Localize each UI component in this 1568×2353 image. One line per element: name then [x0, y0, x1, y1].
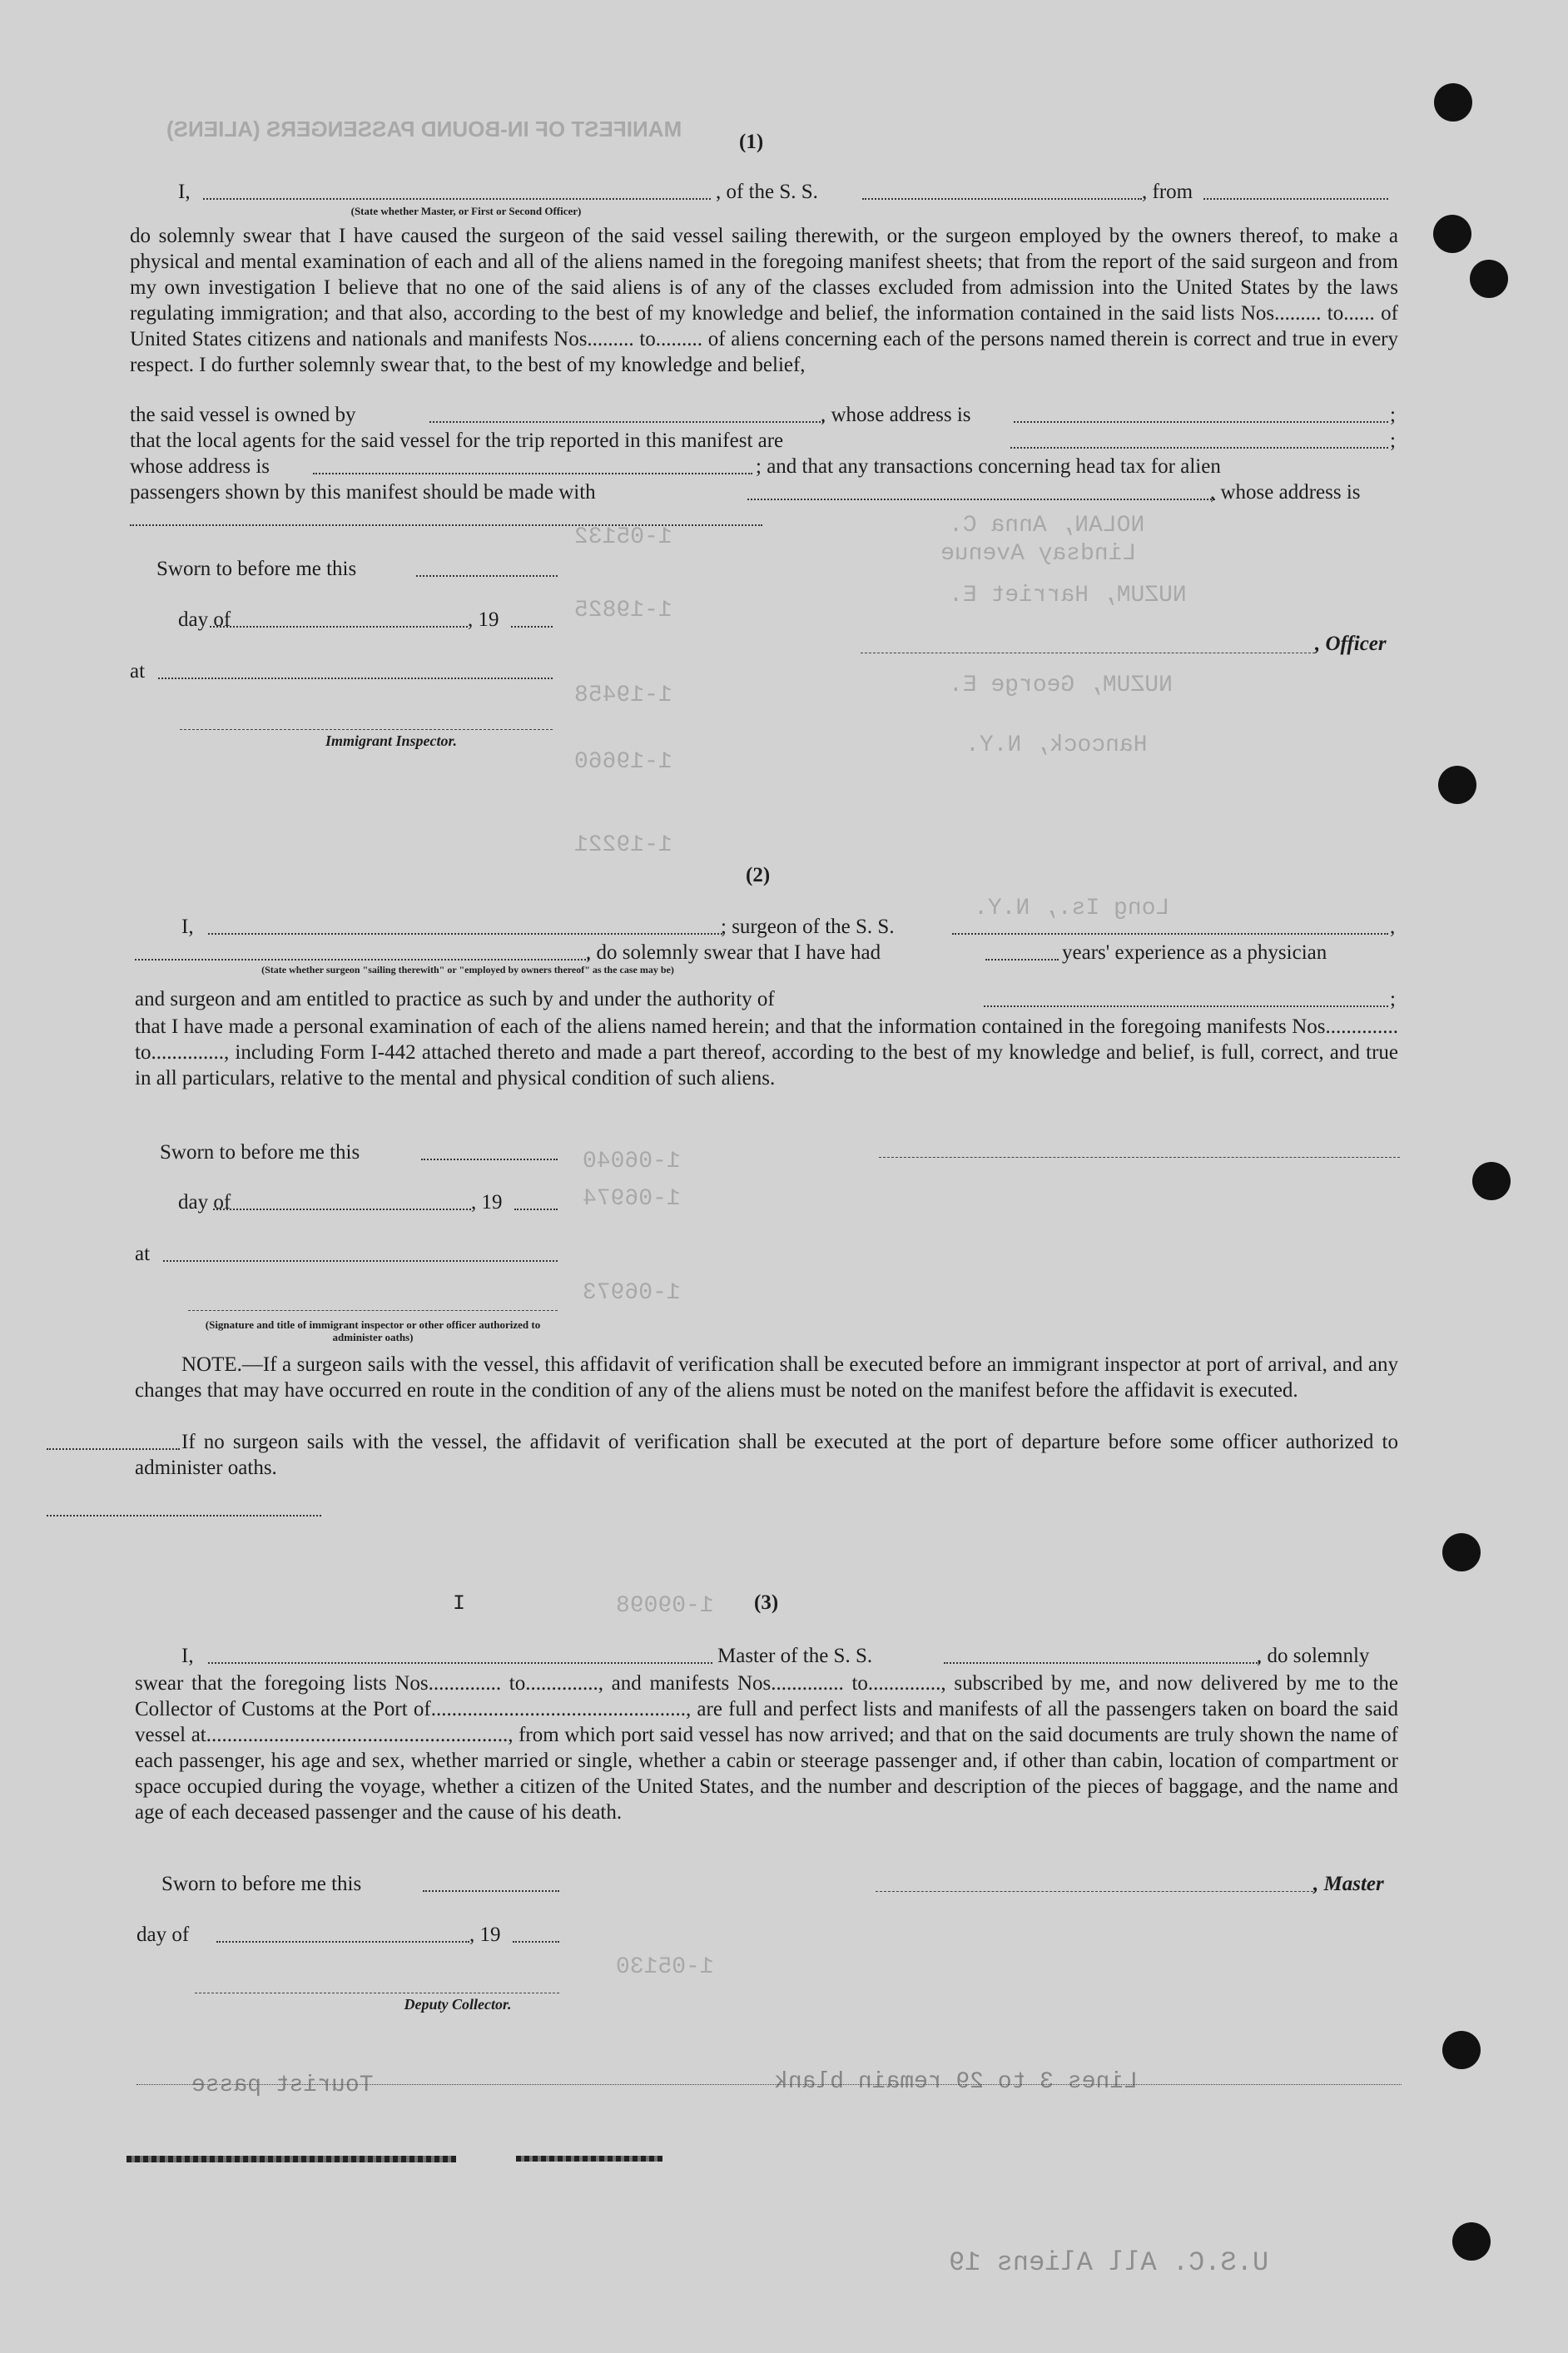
note-paragraph: [135, 1352, 1398, 1403]
bleed-text: 1-19660: [574, 749, 672, 775]
bleed-text: Tourist passe: [191, 2073, 374, 2098]
semicolon: ;: [1390, 988, 1396, 1010]
s3-master-name-field[interactable]: [208, 1662, 712, 1664]
s1-owned-by-label: the said vessel is owned by: [130, 404, 356, 426]
s1-owner-address-label: , whose address is: [821, 404, 971, 426]
s2-surgeon-of-label: ; surgeon of the S. S.: [721, 916, 895, 938]
s1-officer-name-field[interactable]: [203, 198, 711, 200]
bleed-text: 1-05130: [616, 1954, 714, 1980]
s1-i-label: I,: [178, 181, 191, 203]
bleed-text: U.S.C. All Aliens 19: [949, 2247, 1269, 2278]
s1-immigrant-inspector-caption: Immigrant Inspector.: [325, 732, 458, 749]
s3-oath-body: swear that the foregoing lists Nos.............. to.............., and manifests Nos.............. to.............., subscribed by me, and now delivered by me to the Collector of Customs at the Port of................................................., are full and perfect lists and manifests of all the passengers taken on board the said vessel at.........................................................., from which port said vessel has now arrived; and that on the said documents are truly shown the name of each passenger, his age and sex, whether married or single, whether a cabin or steerage passenger and, if other than cabin, location of compartment or space occupied during the voyage, whether a citizen of the United States, and the number and description of the pieces of baggage, and the name and age of each deceased passenger and the cause of his death.: [135, 1672, 1398, 1824]
bleed-text: 1-06040: [583, 1149, 681, 1174]
note-margin-mark: [47, 1448, 180, 1450]
semicolon: ;: [1390, 429, 1396, 452]
s3-day-field[interactable]: [216, 1941, 469, 1943]
s2-years-exp: years' experience as a physician: [1062, 941, 1327, 964]
s3-deputy-collector-caption: Deputy Collector.: [404, 1996, 512, 2013]
punch-hole: [1442, 1533, 1481, 1571]
s1-local-agents-label: that the local agents for the said vessel for the trip reported in this manifest are: [130, 429, 784, 452]
s2-status-field[interactable]: [135, 959, 589, 961]
s3-year-label: , 19: [469, 1924, 501, 1946]
s2-year-field[interactable]: [514, 1209, 558, 1210]
s2-do-solemnly: , do solemnly swear that I have had: [586, 941, 881, 964]
punch-hole: [1434, 83, 1472, 122]
s2-inspector-signature-line[interactable]: [188, 1310, 558, 1311]
s2-at-field[interactable]: [163, 1260, 558, 1262]
note-margin-mark: [47, 1515, 321, 1517]
s2-sworn-label: Sworn to before me this: [160, 1141, 360, 1164]
s1-at-label: at: [130, 660, 146, 683]
s2-surgeon-name-field[interactable]: [208, 933, 722, 935]
s2-years-field[interactable]: [985, 959, 1059, 961]
s2-authority-label: and surgeon and am entitled to practice as such by and under the authority of: [135, 988, 775, 1010]
s2-year-label: , 19: [471, 1191, 503, 1214]
s1-owner-address-field[interactable]: [1014, 421, 1388, 423]
s1-at-field[interactable]: [158, 678, 553, 679]
bleed-text: NUZUM, George E.: [949, 673, 1173, 698]
punch-hole: [1472, 1162, 1511, 1200]
s2-day-field[interactable]: [213, 1209, 471, 1210]
punch-hole: [1438, 766, 1476, 804]
bleed-text: 1-09098: [616, 1593, 714, 1619]
s2-at-label: at: [135, 1243, 151, 1265]
s1-inspector-signature-line[interactable]: [180, 729, 553, 730]
s2-signature-note: (Signature and title of immigrant inspector or other officer authorized to administer oaths): [205, 1318, 541, 1343]
bleed-text: Hancock, N.Y.: [965, 732, 1148, 758]
s1-owner-field[interactable]: [429, 421, 824, 423]
s1-sworn-field[interactable]: [416, 575, 558, 577]
punch-hole: [1433, 215, 1471, 253]
s1-passengers-label: passengers shown by this manifest should be made with: [130, 481, 596, 504]
s1-of-ss-label: , of the S. S.: [716, 181, 818, 203]
s2-sworn-field[interactable]: [421, 1159, 558, 1160]
section-number-3: (3): [754, 1591, 779, 1614]
bleed-text: 1-19458: [574, 683, 672, 708]
s2-authority-field[interactable]: [984, 1005, 1388, 1007]
s2-i-label: I,: [181, 916, 194, 938]
bleed-text: 1-19825: [574, 598, 672, 623]
s1-agent-address-label: whose address is: [130, 455, 270, 478]
s1-oath-body: do solemnly swear that I have caused the surgeon of the said vessel sailing therewith, or the surgeon employed by the owners thereof, to make a physical and mental examination of each and all of the aliens named in the foregoing manifest sheets; that from the report of the said surgeon and from my own investigation I believe that no one of the said aliens is of any of the classes excluded from admission into the United States by the laws regulating immigration; and that also, according to the best of my knowledge and belief, the information contained in the said lists Nos......... to...... of United States citizens and nationals and manifests Nos......... to......... of aliens concerning each of the persons named therein is correct and true in every respect. I do further solemnly swear that, to the best of my knowledge and belief,: [130, 225, 1398, 376]
punch-hole: [1470, 260, 1508, 298]
s2-status-note: (State whether surgeon "sailing therewith" or "employed by owners thereof" as the case may be): [261, 964, 674, 975]
section-number-1: (1): [739, 131, 764, 153]
s1-head-tax-address-field[interactable]: [130, 524, 762, 526]
s1-from-label: , from: [1142, 181, 1193, 203]
s3-master-signature-line[interactable]: [876, 1891, 1313, 1892]
s1-from-port-field[interactable]: [1203, 198, 1388, 200]
s3-ship-field[interactable]: [944, 1662, 1260, 1664]
bleed-text: 1-06973: [583, 1280, 681, 1306]
note-text-1: —If a surgeon sails with the vessel, this affidavit of verification shall be executed before an immigrant inspector at port of arrival, and any changes that may have occurred en route in the condition of any of the aliens must be noted on the manifest before the affidavit is executed.: [135, 1353, 1398, 1402]
s1-head-tax-text: ; and that any transactions concerning head tax for alien: [756, 455, 1221, 478]
bleed-text: NUZUM, Harriet E.: [949, 583, 1187, 608]
s1-day-of-label: day of: [178, 608, 231, 631]
bleed-text: 1-06974: [583, 1186, 681, 1212]
section-number-2: (2): [746, 864, 771, 886]
s3-roman-mark: I: [453, 1591, 466, 1616]
bleed-text: 1-19221: [574, 832, 672, 858]
bottom-rule: [136, 2084, 1402, 2085]
s1-officer-label: , Officer: [1315, 633, 1387, 655]
bottom-smudge: [127, 2156, 456, 2162]
s1-ship-name-field[interactable]: [862, 198, 1142, 200]
s1-officer-note: (State whether Master, or First or Second Officer): [350, 205, 582, 217]
s1-year-field[interactable]: [511, 626, 553, 628]
bleed-text: Long Is., N.Y.: [974, 896, 1170, 921]
punch-hole: [1442, 2031, 1481, 2069]
s3-sworn-field[interactable]: [423, 1890, 559, 1892]
s3-sworn-label: Sworn to before me this: [161, 1873, 362, 1895]
bleed-header: MANIFEST OF IN-BOUND PASSENGERS (ALIENS): [166, 117, 682, 141]
s1-whose-address-end: , whose address is: [1210, 481, 1361, 504]
s1-year-label: , 19: [468, 608, 499, 631]
s1-sworn-label: Sworn to before me this: [156, 558, 357, 580]
note-paragraph-2: If no surgeon sails with the vessel, the affidavit of verification shall be executed at the port of departure before some officer authorized to administer oaths.: [135, 1431, 1398, 1479]
s3-i-label: I,: [181, 1645, 194, 1667]
s1-day-field[interactable]: [210, 626, 468, 628]
bleed-text: Lines 3 to 29 remain blank: [774, 2069, 1138, 2095]
bleed-text: 1-05132: [574, 524, 672, 550]
semicolon: ;: [1390, 404, 1396, 426]
s3-master-of-label: Master of the S. S.: [717, 1645, 873, 1667]
s3-year-field[interactable]: [513, 1941, 559, 1943]
comma: ,: [1390, 916, 1396, 938]
s2-day-of-label: day of: [178, 1191, 231, 1214]
s3-master-label: , Master: [1313, 1873, 1384, 1895]
bleed-text: NOLAN, Anna C.: [949, 513, 1145, 539]
s1-head-tax-agent-field[interactable]: [747, 499, 1215, 500]
bottom-smudge: [516, 2156, 662, 2162]
note-label: NOTE.: [181, 1353, 242, 1376]
s1-local-agents-field[interactable]: [1010, 447, 1388, 449]
s3-do-solemnly: , do solemnly: [1257, 1645, 1370, 1667]
punch-hole: [1452, 2222, 1491, 2261]
s2-oath-body: that I have made a personal examination of each of the aliens named herein; and that the information contained in the foregoing manifests Nos.............. to.............., including Form I-442 attached thereto and made a part thereof, according to the best of my knowledge and belief, is full, correct, and true in all particulars, relative to the mental and physical condition of such aliens.: [135, 1015, 1398, 1090]
s3-day-of-label: day of: [136, 1924, 190, 1946]
s2-ship-field[interactable]: [952, 933, 1388, 935]
s1-agent-address-field[interactable]: [313, 473, 752, 474]
bleed-text: Lindsay Avenue: [940, 541, 1137, 567]
s2-surgeon-signature-line[interactable]: [879, 1157, 1400, 1158]
